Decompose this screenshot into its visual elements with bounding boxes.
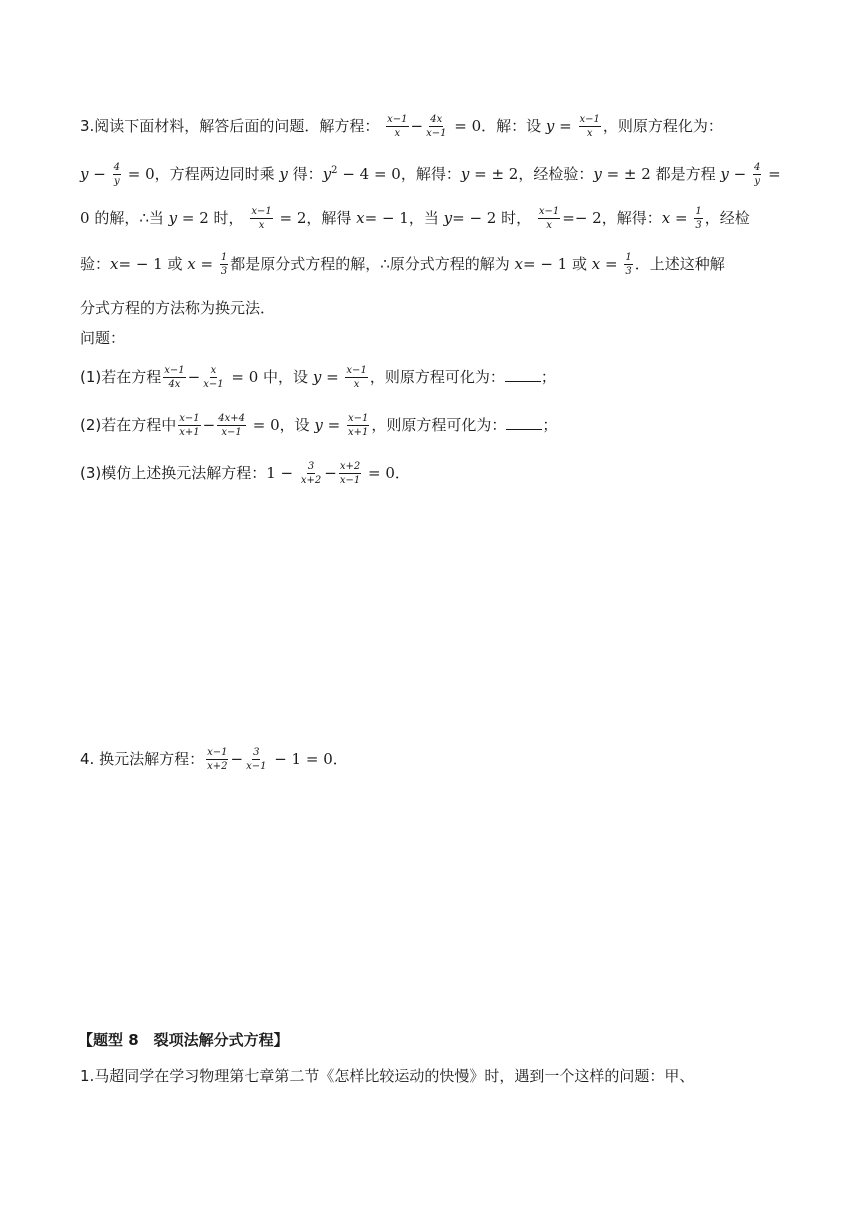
fraction: $\frac{4x+4}{x-1}$ <box>218 413 245 438</box>
fraction: $\frac{x-1}{x+1}$ <box>179 413 200 438</box>
fraction: $\frac{x}{x-1}$ <box>203 365 224 390</box>
problem3-line-3: 0 的解，∴当 y = 2 时， $\frac{x-1}{x}$ = 2，解得 x= − 1，当 y= − 2 时， $\frac{x-1}{x}$ =− 2，解得：x = $\frac{1}{3}$ ，经检 <box>80 206 750 231</box>
answer-blank <box>505 367 541 382</box>
fraction: $\frac{1}{3}$ <box>625 252 632 277</box>
problem3-line-2: y − $\frac{4}{y}$ = 0，方程两边同时乘 y 得：$y^2 - 4 = 0$，解得：y = ± 2，经检验：y = ± 2 都是方程 y − $\frac{4}{y}$ = <box>80 162 781 187</box>
fraction: $\frac{x-1}{x}$ <box>579 114 600 139</box>
fraction: $\frac{3}{x-1}$ <box>246 747 267 772</box>
fraction: $\frac{x-1}{x}$ <box>251 206 272 231</box>
fraction: $\frac{x-1}{x}$ <box>387 114 408 139</box>
question-2: (2)若在方程中 $\frac{x-1}{x+1}$ − $\frac{4x+4}{x-1}$ = 0，设 y = $\frac{x-1}{x+1}$ ，则原方程可化为： ； <box>80 413 558 438</box>
fraction: $\frac{3}{x+2}$ <box>300 461 322 486</box>
fraction: $\frac{1}{3}$ <box>695 206 702 231</box>
section-heading: 【题型 8 裂项法解分式方程】 <box>78 1031 289 1049</box>
fraction: $\frac{4}{y}$ <box>753 162 761 187</box>
problem3-line-5: 分式方程的方法称为换元法． <box>80 299 276 317</box>
fraction: $\frac{x-1}{x+2}$ <box>207 747 228 772</box>
answer-blank <box>506 415 542 430</box>
problem3-line-4: 验：x= − 1 或 x = $\frac{1}{3}$ 都是原分式方程的解，∴原分式方程的解为 x= − 1 或 x = $\frac{1}{3}$ ．上述这种解 <box>80 252 725 277</box>
problem1: 1.马超同学在学习物理第七章第二节《怎样比较运动的快慢》时，遇到一个这样的问题：甲、 <box>80 1067 695 1085</box>
fraction: $\frac{4}{y}$ <box>113 162 120 187</box>
fraction: $\frac{x-1}{x}$ <box>538 206 560 231</box>
problem3-line-1: 3.阅读下面材料，解答后面的问题．解方程： $\frac{x-1}{x}$ − $\frac{4x}{x-1}$ = 0．解：设 y = $\frac{x-1}{x}$ ，则原方程化为： <box>80 114 723 139</box>
fraction: $\frac{1}{3}$ <box>220 252 228 277</box>
problem4: 4. 换元法解方程： $\frac{x-1}{x+2}$ − $\frac{3}{x-1}$ − 1 = 0． <box>80 747 348 772</box>
fraction: $\frac{x-1}{x}$ <box>346 365 367 390</box>
fraction: $\frac{x-1}{x+1}$ <box>348 413 369 438</box>
fraction: $\frac{x-1}{4x}$ <box>164 365 185 390</box>
question-3: (3)模仿上述换元法解方程：1 − $\frac{3}{x+2}$ − $\frac{x+2}{x-1}$ = 0． <box>80 461 410 486</box>
fraction: $\frac{4x}{x-1}$ <box>426 114 447 139</box>
question-label: 问题： <box>80 329 126 347</box>
question-1: (1)若在方程 $\frac{x-1}{4x}$ − $\frac{x}{x-1}$ = 0 中，设 y = $\frac{x-1}{x}$ ，则原方程可化为： ； <box>80 365 556 390</box>
fraction: $\frac{x+2}{x-1}$ <box>339 461 361 486</box>
